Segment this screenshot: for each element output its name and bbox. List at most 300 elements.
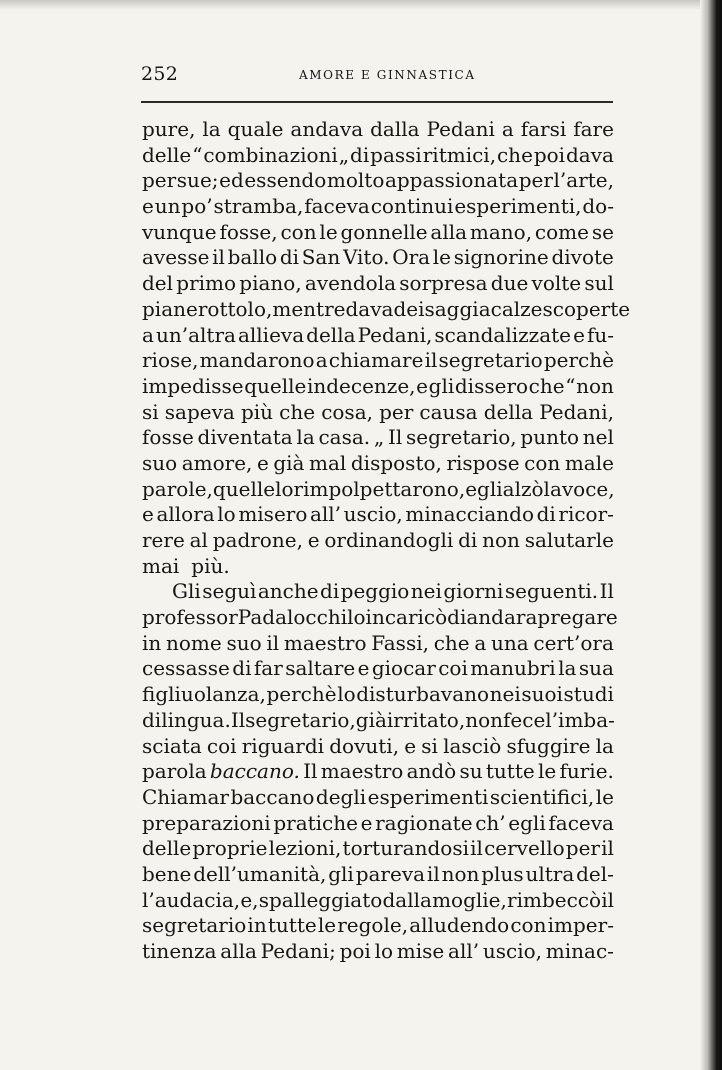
word: dell’umanità, [193, 861, 327, 886]
text-line [142, 656, 614, 682]
word: tutte [267, 913, 317, 938]
word: in [247, 913, 267, 938]
word: Pedani, [539, 399, 614, 424]
word: cosa, [321, 399, 373, 424]
word: incaricò [365, 605, 448, 630]
word: la [595, 733, 614, 758]
word: impedisse [142, 373, 244, 398]
word: giocar [371, 656, 436, 681]
word: riose, [142, 348, 199, 373]
text-line [142, 425, 614, 451]
word: calze [490, 296, 543, 321]
page-header [141, 60, 613, 88]
word: del [142, 271, 174, 296]
word: non [465, 707, 504, 732]
text-line [142, 451, 614, 477]
word: irritato, [386, 707, 466, 732]
word: preparazioni [142, 810, 271, 835]
word: delle [142, 142, 192, 167]
word: imper- [547, 913, 614, 938]
word: a [501, 117, 514, 141]
word: di [232, 656, 252, 681]
word: pratiche [273, 810, 358, 835]
word: egli [508, 810, 546, 835]
word: segretario [438, 348, 543, 373]
word: per [142, 168, 177, 193]
word: più. [191, 553, 230, 578]
page-number: 252 [141, 63, 179, 85]
word: dalla [370, 117, 420, 141]
word: degli [315, 784, 367, 809]
word: ballo [227, 245, 278, 270]
word: di [279, 245, 300, 270]
word: perchè [543, 348, 614, 373]
word: per [379, 399, 414, 424]
word: sorpresa [399, 271, 488, 296]
word: suo [226, 630, 262, 655]
word: scientifici, [489, 784, 595, 809]
word: lo [374, 939, 394, 963]
word: torturandosi [342, 836, 469, 861]
word: come [534, 219, 589, 244]
word: appassionata [384, 168, 519, 193]
text-line [142, 631, 614, 657]
word: do- [582, 194, 614, 219]
word: si [421, 733, 438, 758]
word: segretario, [245, 707, 356, 732]
word: allieva [237, 322, 305, 347]
word: padrone, [212, 528, 303, 552]
word: segretario, [406, 425, 517, 450]
word: sapeva [164, 399, 235, 424]
word: farsi [520, 117, 567, 141]
word: diventata [197, 425, 293, 450]
word: a [525, 605, 538, 630]
word: se [591, 219, 614, 244]
text-line [142, 271, 614, 297]
word: suo [142, 450, 178, 475]
word: dissero [454, 373, 529, 398]
word: le [319, 219, 338, 244]
word: dei [393, 296, 425, 321]
word: lo [217, 502, 236, 527]
word: un’altra [155, 322, 236, 347]
word: dalla [382, 887, 432, 912]
text-line [142, 528, 614, 554]
word: Pedani, [357, 322, 433, 347]
word: sua [578, 656, 614, 681]
word: delle [142, 836, 192, 861]
word: minacciando [405, 502, 534, 527]
word: volte [531, 271, 582, 296]
word: mise [396, 939, 445, 963]
text-line [142, 194, 614, 220]
word: pareva [355, 861, 426, 886]
word: rimbeccò [507, 887, 602, 912]
text-line [142, 168, 614, 194]
word: punto [520, 425, 580, 450]
word: di [458, 528, 478, 552]
text-line [142, 117, 614, 143]
word: passi [370, 142, 422, 167]
word: che [496, 142, 533, 167]
word: cervello [484, 836, 565, 861]
word: nel [582, 425, 614, 450]
word: poi [533, 142, 566, 167]
word: il [601, 887, 614, 912]
word: alludendo [409, 913, 510, 938]
word: non [441, 861, 480, 886]
word: combinazioni [203, 142, 338, 167]
word: dava [566, 142, 614, 167]
word: e [573, 322, 585, 347]
word: bene [142, 861, 192, 886]
word: sfuggire [506, 733, 591, 758]
word: con [524, 450, 561, 475]
word: egli [465, 476, 503, 501]
word: a [474, 630, 487, 655]
word: Gli [172, 579, 201, 604]
text-line [142, 708, 614, 734]
word: rispose [446, 450, 520, 475]
running-title: AMORE E GINNASTICA [299, 68, 476, 82]
word: nome [166, 630, 222, 655]
word: lasciò [443, 733, 502, 758]
word: il [426, 861, 440, 886]
word: mai [142, 553, 180, 578]
word: studi [563, 682, 614, 707]
word: e [142, 194, 154, 219]
word: figliuolanza, [142, 682, 266, 707]
word: manubri [470, 656, 556, 681]
word: nei [410, 579, 442, 604]
word: essendo [244, 168, 327, 193]
word: professor [142, 605, 238, 630]
word: gli [328, 861, 354, 886]
word: ragionate [375, 810, 473, 835]
word: avendola [304, 271, 397, 296]
word: riguardi [241, 733, 325, 758]
text-line [142, 579, 614, 605]
word: lo [275, 476, 294, 501]
word: ricor- [558, 502, 614, 527]
word: proprie [192, 836, 268, 861]
text-line [142, 888, 614, 914]
word: lingua. [161, 707, 231, 732]
word: che [433, 630, 470, 655]
word: fosse [142, 425, 194, 450]
word: a [315, 348, 328, 373]
word: plus [481, 861, 524, 886]
word: Ora [392, 245, 431, 270]
word: Chiamar [142, 784, 229, 809]
word: indecenze, [306, 373, 416, 398]
word: disposto, [350, 450, 442, 475]
word: sue; [176, 168, 219, 193]
word: causa [419, 399, 478, 424]
text-line [142, 323, 614, 349]
word: e [142, 502, 154, 527]
word: allora [156, 502, 215, 527]
word: e, [240, 887, 259, 912]
word: parola [142, 759, 207, 784]
text-line [142, 220, 614, 246]
word: male [564, 450, 614, 475]
word: San [301, 245, 341, 270]
word: più [240, 399, 274, 424]
word: la [296, 425, 315, 450]
word: segretario [142, 913, 247, 938]
word: le [317, 913, 337, 938]
text-line [142, 785, 614, 811]
word: lo [347, 605, 366, 630]
word: un [154, 194, 181, 219]
word: perchè [266, 682, 337, 707]
text-line [142, 939, 614, 965]
word: il [424, 348, 438, 373]
word: gli [428, 373, 455, 398]
word: pure, [142, 117, 196, 141]
word: baccano [230, 784, 315, 809]
body-text [142, 117, 631, 965]
word: la [202, 117, 221, 141]
word: „ [338, 142, 350, 167]
word: cessasse [142, 656, 230, 681]
word: il [601, 836, 614, 861]
word: andar [466, 605, 526, 630]
word: non [576, 373, 614, 398]
header-rule [141, 101, 613, 103]
word: Vito. [342, 245, 390, 270]
word: suoi [521, 682, 563, 707]
word: far [253, 656, 283, 681]
word: la [543, 476, 562, 501]
word: all’ [448, 939, 480, 963]
text-line [142, 913, 614, 939]
word: fece [503, 707, 546, 732]
word: alzò [502, 476, 544, 501]
word: l’arte, [553, 168, 614, 193]
word: voce, [561, 476, 615, 501]
word: esperimenti [367, 784, 489, 809]
word: cert’ora [533, 630, 614, 655]
word: le [432, 245, 452, 270]
word: del- [576, 861, 614, 886]
word: e [307, 528, 320, 552]
word: al [189, 528, 208, 552]
word: uscio, [343, 502, 403, 527]
word: baccano. [209, 759, 300, 784]
word: già [355, 707, 387, 732]
word: moglie, [432, 887, 507, 912]
word: di [447, 605, 467, 630]
text-line [142, 400, 614, 426]
word: continui [370, 194, 454, 219]
word: Il [230, 707, 246, 732]
word: ed [219, 168, 244, 193]
word: il [470, 836, 483, 861]
page-top-shadow [0, 0, 722, 10]
word: di [142, 707, 162, 732]
word: fu- [586, 322, 614, 347]
word: rere [142, 528, 185, 552]
word: casa. [318, 425, 371, 450]
word: saltare [285, 656, 356, 681]
word: seguì [202, 579, 257, 604]
word: salutarle [524, 528, 614, 552]
word: stramba, [213, 194, 304, 219]
word: tutte [485, 759, 535, 784]
word: maestro [283, 630, 367, 655]
word: ritmici, [422, 142, 497, 167]
text-line [142, 836, 614, 862]
text-line [142, 502, 614, 528]
word: misero [238, 502, 308, 527]
word: amore, [181, 450, 253, 475]
word: faceva [304, 194, 370, 219]
word: mentre [272, 296, 346, 321]
word: poi [339, 939, 371, 963]
word: si [142, 399, 159, 424]
text-line [142, 143, 614, 169]
word: lo [337, 682, 356, 707]
word: e [360, 810, 373, 835]
word: su [459, 759, 483, 784]
word: divote [551, 245, 614, 270]
word: ultra [525, 861, 575, 886]
word: pregare [537, 605, 618, 630]
word: molto [326, 168, 385, 193]
word: la [558, 656, 577, 681]
word: Il [388, 425, 403, 450]
word: spalleggiato [258, 887, 383, 912]
word: e [404, 733, 417, 758]
word: disturbavano [356, 682, 490, 707]
word: dovuti, [329, 733, 400, 758]
word: lezioni, [268, 836, 342, 861]
word: due [490, 271, 529, 296]
word: all’ [309, 502, 342, 527]
text-line [142, 477, 614, 503]
word: mal [309, 450, 347, 475]
word: saggi [424, 296, 479, 321]
word: maestro [320, 759, 404, 784]
word: tinenza [142, 939, 217, 963]
word: della [483, 399, 534, 424]
word: di [536, 502, 556, 527]
word: quelle [244, 373, 307, 398]
word: uscio, [482, 939, 543, 963]
word: giorni [443, 579, 504, 604]
word: in [142, 630, 162, 655]
word: Pedani [426, 117, 495, 141]
text-line [142, 348, 614, 374]
word: piano, [239, 271, 302, 296]
word: e [256, 450, 269, 475]
word: ch’ [475, 810, 506, 835]
word: rimpolpettarono, [293, 476, 466, 501]
word: esperimenti, [454, 194, 582, 219]
word: „ [373, 425, 385, 450]
word: fosse, [219, 219, 278, 244]
word: avesse [142, 245, 210, 270]
word: anche [257, 579, 319, 604]
word: che [528, 373, 565, 398]
word: “ [565, 373, 576, 398]
word: peggio [340, 579, 410, 604]
word: seguenti. [504, 579, 599, 604]
word: di [320, 579, 340, 604]
word: non [482, 528, 520, 552]
word: mano, [469, 219, 533, 244]
word: le [595, 784, 614, 809]
word: già [273, 450, 305, 475]
word: con [510, 913, 547, 938]
word: faceva [548, 810, 614, 835]
word: le [537, 759, 557, 784]
word: primo [176, 271, 237, 296]
text-line [142, 759, 614, 785]
word: regole, [337, 913, 409, 938]
word: scandalizzate [434, 322, 572, 347]
word: dava [345, 296, 394, 321]
word: quelle [212, 476, 276, 501]
word: per [518, 168, 553, 193]
text-line [142, 682, 614, 708]
word: l’audacia, [142, 887, 241, 912]
word: della [306, 322, 356, 347]
text-line [142, 245, 614, 271]
word: Pedani; [260, 939, 336, 963]
word: coi [206, 733, 237, 758]
word: furie. [559, 759, 614, 784]
word: con [280, 219, 317, 244]
word: di [350, 142, 370, 167]
word: Padalocchi [237, 605, 348, 630]
text-line [142, 811, 614, 837]
word: minac- [545, 939, 614, 963]
word: nei [489, 682, 521, 707]
word: scoperte [542, 296, 631, 321]
text-line [142, 734, 614, 760]
word: sciata [142, 733, 202, 758]
word: una [490, 630, 529, 655]
word: e [416, 373, 429, 398]
word: gonnelle [340, 219, 428, 244]
word: parole, [142, 476, 213, 501]
word: pianerottolo, [142, 296, 273, 321]
word: “ [192, 142, 203, 167]
text-line [142, 862, 614, 888]
text-line [142, 605, 618, 631]
word: coi [438, 656, 468, 681]
word: il [212, 245, 225, 270]
text-line [142, 374, 614, 400]
word: chiamare [328, 348, 424, 373]
word: Il [303, 759, 318, 784]
word: signorine [453, 245, 549, 270]
word: l’imba- [545, 707, 615, 732]
word: che [279, 399, 316, 424]
word: po’ [181, 194, 213, 219]
text-line [142, 296, 631, 323]
word: e [357, 656, 370, 681]
word: mandarono [199, 348, 315, 373]
text-line [142, 554, 614, 580]
word: Il [599, 579, 614, 604]
word: per [565, 836, 600, 861]
word: il [266, 630, 280, 655]
